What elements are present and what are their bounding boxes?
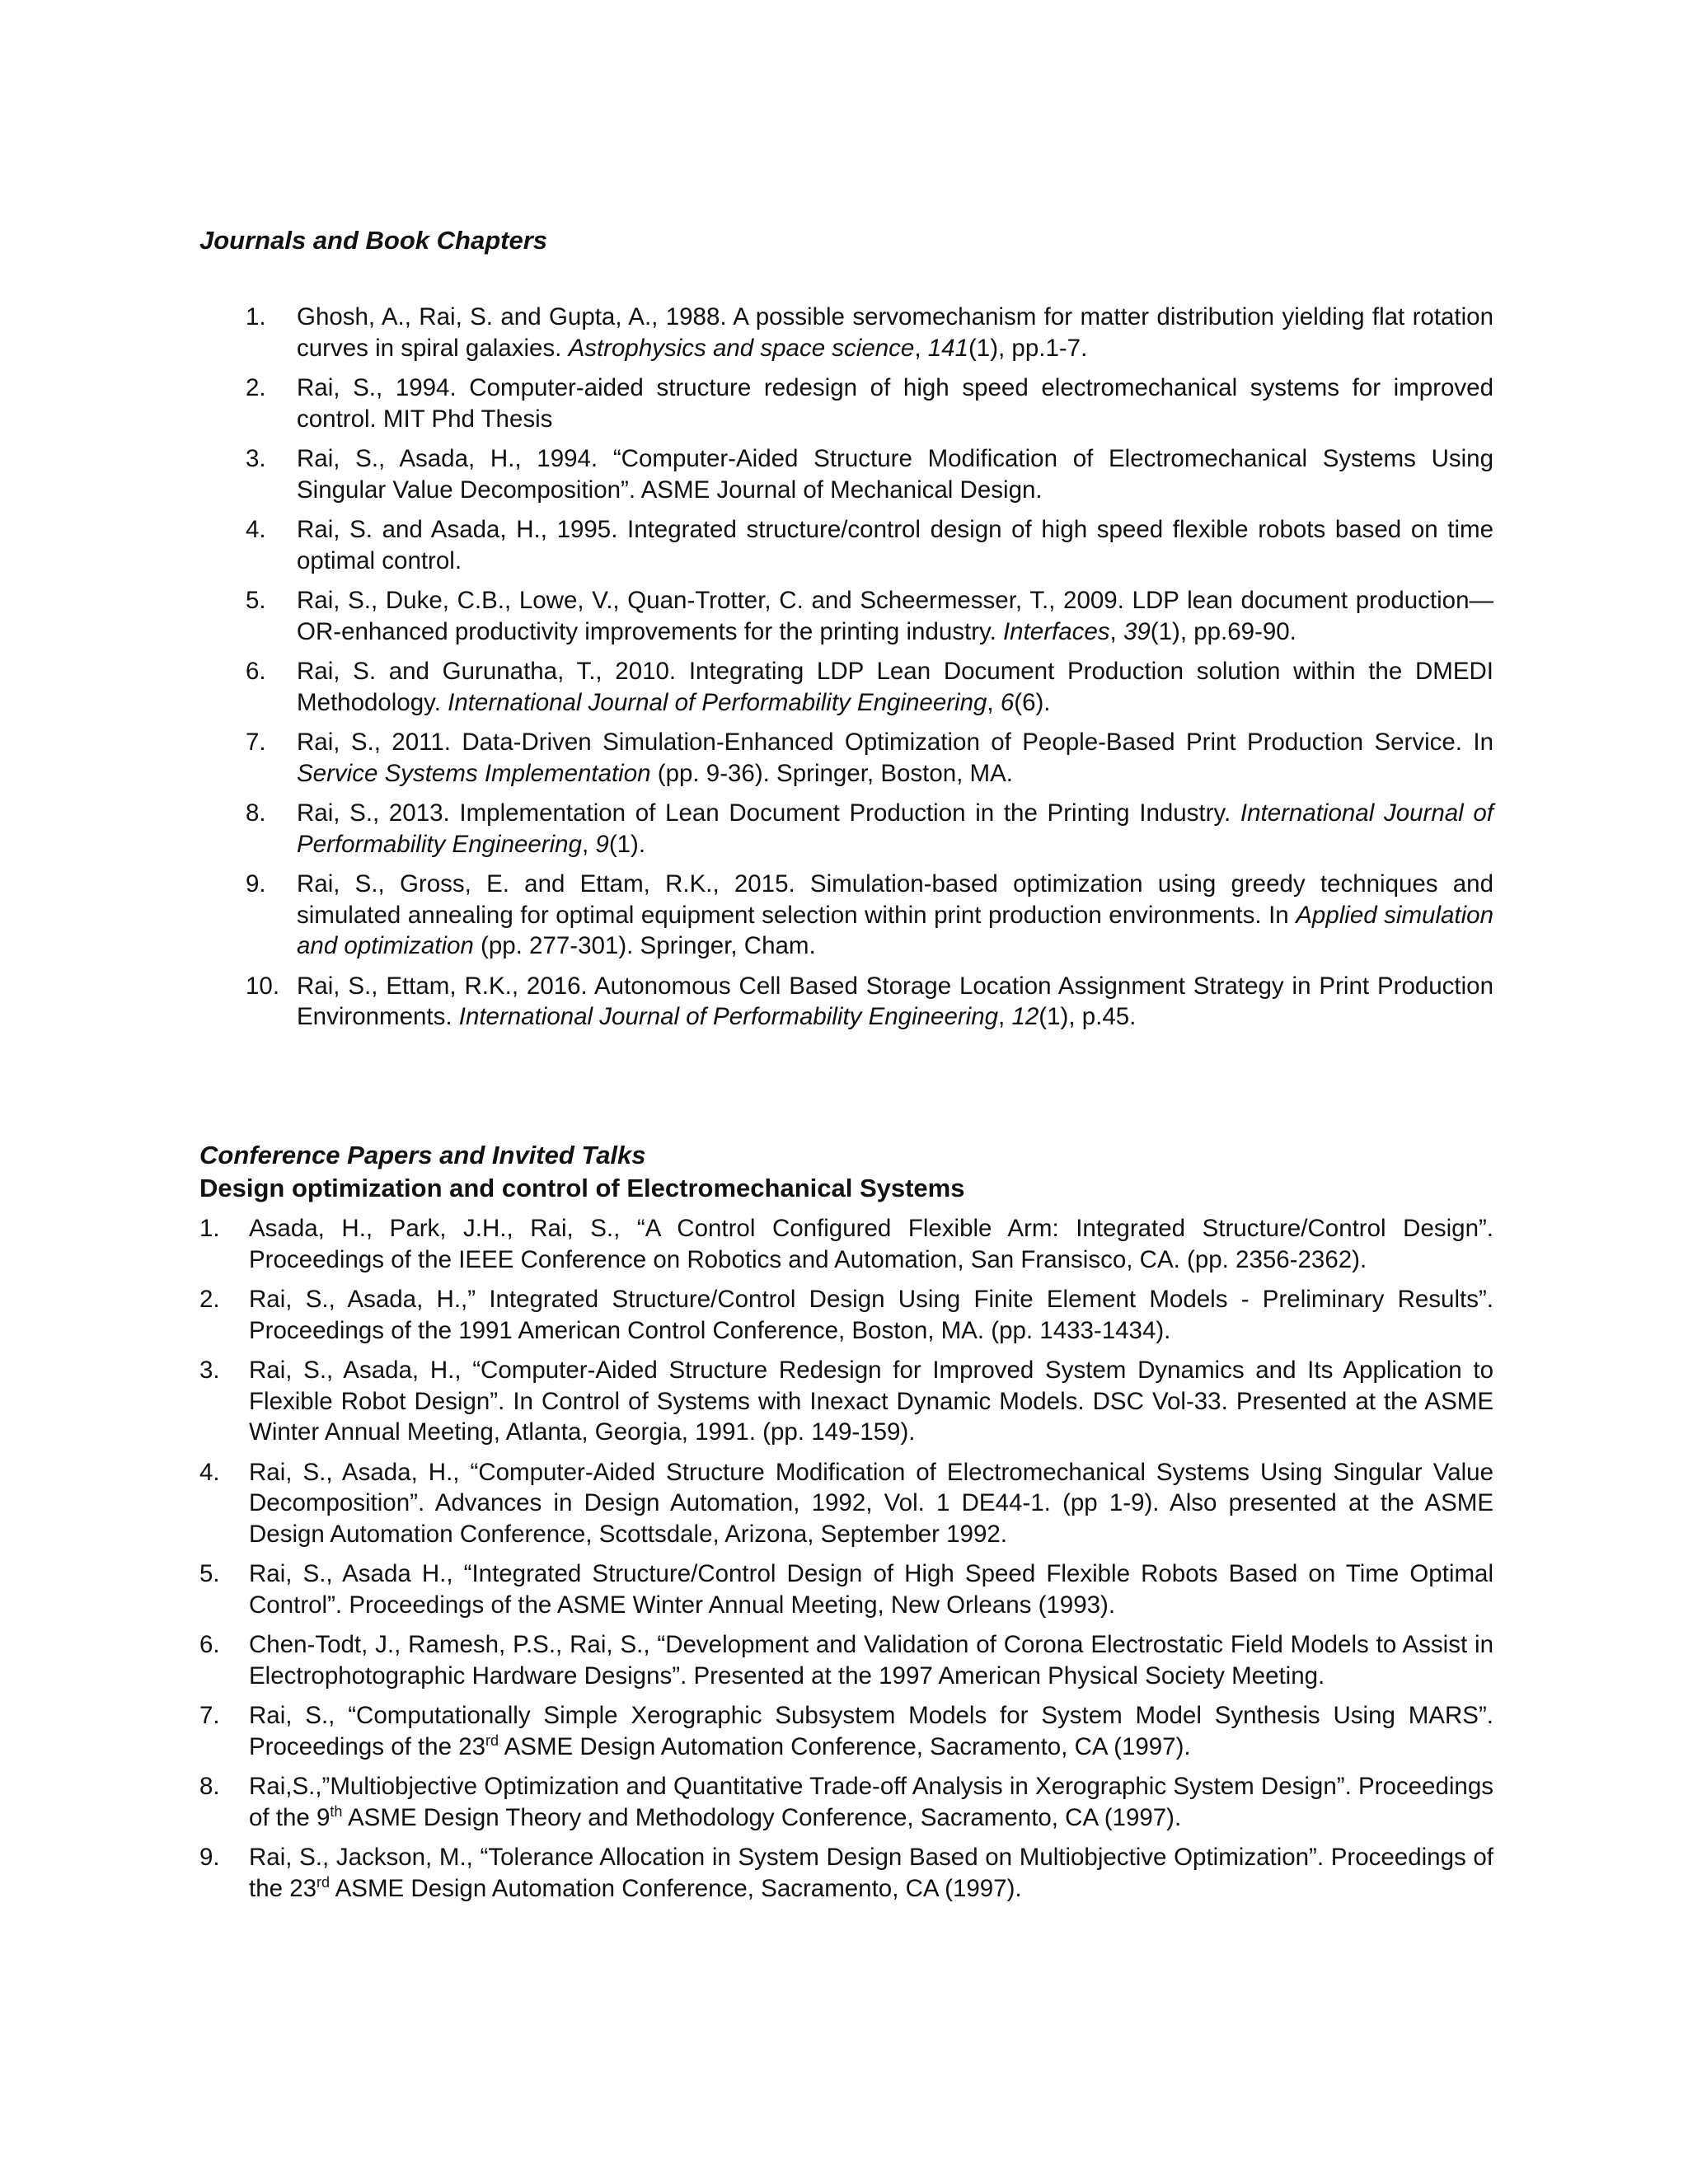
reference-text [249, 1700, 1493, 1762]
text-run: Rai, S., Asada H., “Integrated Structure/Control Design of High Speed Flexible Robots Based on Time Optimal Control”. Proceedings of the ASME Winter Annual Meeting, New Orleans (1993). [249, 1560, 1493, 1619]
reference-number: 4. [246, 516, 266, 543]
text-run: Asada, H., Park, J.H., Rai, S., “A Control Configured Flexible Arm: Integrated Structure/Control Design”. Proceedings of the IEEE Conference on Robotics and Automation, San Fransisco, CA. (pp. 2356-2362). [249, 1215, 1493, 1273]
reference-text [297, 971, 1493, 1033]
text-run: (1), pp.1-7. [968, 334, 1088, 362]
italic-title: International Journal of Performability Engineering [448, 688, 987, 716]
reference-text [297, 302, 1493, 363]
italic-title: Interfaces [1002, 617, 1110, 645]
text-run: Rai, S., Asada, H., “Computer-Aided Structure Redesign for Improved System Dynamics and Its Application to Flexible Robot Design”. In Control of Systems with Inexact Dynamic Models. DSC Vol-33. Presented at the ASME Winter Annual Meeting, Atlanta, Georgia, 1991. (pp. 149-159). [249, 1357, 1493, 1446]
text-run: (pp. 9-36). Springer, Boston, MA. [650, 759, 1013, 787]
text-run: Rai, S., 2011. Data-Driven Simulation-Enhanced Optimization of People-Based Print Production Service. In [297, 729, 1493, 756]
reference-text [249, 1213, 1493, 1275]
reference-number: 7. [199, 1702, 220, 1729]
text-run: (1), pp.69-90. [1150, 617, 1296, 645]
text-run: (1). [608, 830, 646, 858]
reference-number: 1. [199, 1215, 220, 1242]
reference-item [199, 514, 1493, 576]
reference-text [297, 727, 1493, 789]
text-run: Rai, S. and Asada, H., 1995. Integrated structure/control design of high speed flexible robots based on time optimal control. [297, 516, 1493, 574]
reference-item [199, 971, 1493, 1033]
reference-item [199, 1700, 1493, 1762]
reference-number: 8. [199, 1773, 220, 1800]
text-run: Rai,S.,”Multiobjective Optimization and Quantitative Trade-off Analysis in Xerographic System Design”. Proceedings of the 9 [249, 1773, 1493, 1831]
reference-text [297, 869, 1493, 962]
reference-number: 2. [199, 1286, 220, 1313]
text-run: Rai, S., “Computationally Simple Xerographic Subsystem Models for System Model Synthesis Using MARS”. Proceedings of the 23 [249, 1702, 1493, 1760]
text-run: Rai, S., Asada, H., 1994. “Computer-Aided Structure Modification of Electromechanical Systems Using Singular Value Decomposition”. ASME Journal of Mechanical Design. [297, 445, 1493, 504]
conferences-heading: Conference Papers and Invited Talks [199, 1141, 646, 1169]
italic-title: 39 [1123, 617, 1151, 645]
italic-title: 9 [595, 830, 609, 858]
reference-text [249, 1558, 1493, 1620]
journals-list [199, 302, 1493, 1042]
text-run: Rai, S., Asada, H.,” Integrated Structure/Control Design Using Finite Element Models - Preliminary Results”. Proceedings of the 1991 American Control Conference, Boston, MA. (pp. 1433-1434). [249, 1286, 1493, 1344]
text-run: Rai, S., Jackson, M., “Tolerance Allocation in System Design Based on Multiobjective Optimization”. Proceedings of the 23 [249, 1844, 1493, 1902]
reference-text [249, 1284, 1493, 1346]
conferences-subheading: Design optimization and control of Electromechanical Systems [199, 1174, 965, 1202]
reference-item [199, 1842, 1493, 1904]
text-run: , [987, 688, 1001, 716]
reference-item [199, 302, 1493, 363]
reference-text [297, 373, 1493, 434]
reference-item [199, 373, 1493, 434]
reference-text [297, 514, 1493, 576]
reference-text [297, 656, 1493, 718]
reference-text [249, 1355, 1493, 1448]
reference-text [297, 443, 1493, 505]
text-run: (pp. 277-301). Springer, Cham. [473, 932, 816, 959]
text-run: , [998, 1003, 1012, 1030]
text-run: Rai, S. and Gurunatha, T., 2010. Integrating LDP Lean Document Production solution within the DMEDI Methodology. [297, 658, 1493, 716]
italic-title: International Journal of Performability Engineering [458, 1003, 999, 1030]
reference-text [297, 585, 1493, 647]
reference-number: 9. [199, 1844, 220, 1871]
reference-item [199, 1629, 1493, 1691]
text-run: Rai, S., Duke, C.B., Lowe, V., Quan-Trotter, C. and Scheermesser, T., 2009. LDP lean document production—OR-enhanced productivity improvements for the printing industry. [297, 587, 1493, 645]
text-run: (6). [1014, 688, 1051, 716]
reference-item [199, 1457, 1493, 1550]
italic-title: Astrophysics and space science [568, 334, 915, 362]
reference-text [249, 1842, 1493, 1904]
text-run: Rai, S., 1994. Computer-aided structure redesign of high speed electromechanical systems for improved control. MIT Phd Thesis [297, 374, 1493, 433]
reference-item [199, 869, 1493, 962]
reference-number: 5. [246, 587, 266, 614]
text-run: , [1109, 617, 1123, 645]
italic-title: Applied simulation and optimization [297, 901, 1493, 959]
text-run: , [914, 334, 928, 362]
reference-number: 6. [199, 1631, 220, 1658]
reference-number: 1. [246, 303, 266, 330]
reference-text [249, 1629, 1493, 1691]
reference-number: 6. [246, 658, 266, 685]
reference-item [199, 798, 1493, 860]
reference-text [297, 798, 1493, 860]
ordinal-suffix: rd [485, 1732, 499, 1749]
reference-number: 8. [246, 799, 266, 827]
text-run: , [581, 830, 596, 858]
reference-item [199, 1213, 1493, 1275]
italic-title: 12 [1011, 1003, 1039, 1030]
reference-number: 9. [246, 870, 266, 898]
reference-number: 3. [246, 445, 266, 472]
reference-item [199, 1284, 1493, 1346]
ordinal-suffix: th [330, 1802, 343, 1820]
reference-number: 10. [246, 972, 280, 1000]
text-run: ASME Design Automation Conference, Sacramento, CA (1997). [330, 1874, 1022, 1902]
reference-item [199, 727, 1493, 789]
reference-number: 3. [199, 1357, 220, 1384]
text-run: Chen-Todt, J., Ramesh, P.S., Rai, S., “Development and Validation of Corona Electrostatic Field Models to Assist in Electrophotographic Hardware Designs”. Presented at the 1997 American Physical Society Meeting. [249, 1631, 1493, 1690]
reference-item [199, 585, 1493, 647]
reference-number: 4. [199, 1458, 220, 1486]
reference-number: 2. [246, 374, 266, 401]
text-run: Rai, S., 2013. Implementation of Lean Document Production in the Printing Industry. [297, 799, 1240, 827]
text-run: Ghosh, A., Rai, S. and Gupta, A., 1988. A possible servomechanism for matter distribution yielding flat rotation curves in spiral galaxies. [297, 303, 1493, 362]
ordinal-suffix: rd [316, 1873, 331, 1891]
reference-item [199, 656, 1493, 718]
italic-title: International Journal of Performability Engineering [297, 799, 1493, 858]
text-run: Rai, S., Ettam, R.K., 2016. Autonomous Cell Based Storage Location Assignment Strategy in Print Production Environments. [297, 972, 1493, 1030]
reference-text [249, 1457, 1493, 1550]
italic-title: 6 [1000, 688, 1015, 716]
text-run: Rai, S., Asada, H., “Computer-Aided Structure Modification of Electromechanical Systems Using Singular Value Decomposition”. Advances in Design Automation, 1992, Vol. 1 DE44-1. (pp 1-9). Also presented at the ASME Design Automation Conference, Scottsdale, Arizona, September 1992. [249, 1458, 1493, 1548]
text-run: (1), p.45. [1039, 1003, 1137, 1030]
reference-number: 5. [199, 1560, 220, 1587]
text-run: Rai, S., Gross, E. and Ettam, R.K., 2015. Simulation-based optimization using greedy techniques and simulated annealing for optimal equipment selection within print production environments. In [297, 870, 1493, 929]
conferences-list [199, 1213, 1493, 1913]
reference-item [199, 443, 1493, 505]
italic-title: 141 [927, 334, 968, 362]
reference-item [199, 1558, 1493, 1620]
text-run: ASME Design Theory and Methodology Conference, Sacramento, CA (1997). [342, 1803, 1182, 1831]
reference-item [199, 1355, 1493, 1448]
reference-text [249, 1771, 1493, 1833]
reference-number: 7. [246, 729, 266, 756]
text-run: ASME Design Automation Conference, Sacramento, CA (1997). [499, 1732, 1191, 1760]
journals-heading: Journals and Book Chapters [199, 226, 548, 255]
reference-item [199, 1771, 1493, 1833]
italic-title: Service Systems Implementation [297, 759, 651, 787]
